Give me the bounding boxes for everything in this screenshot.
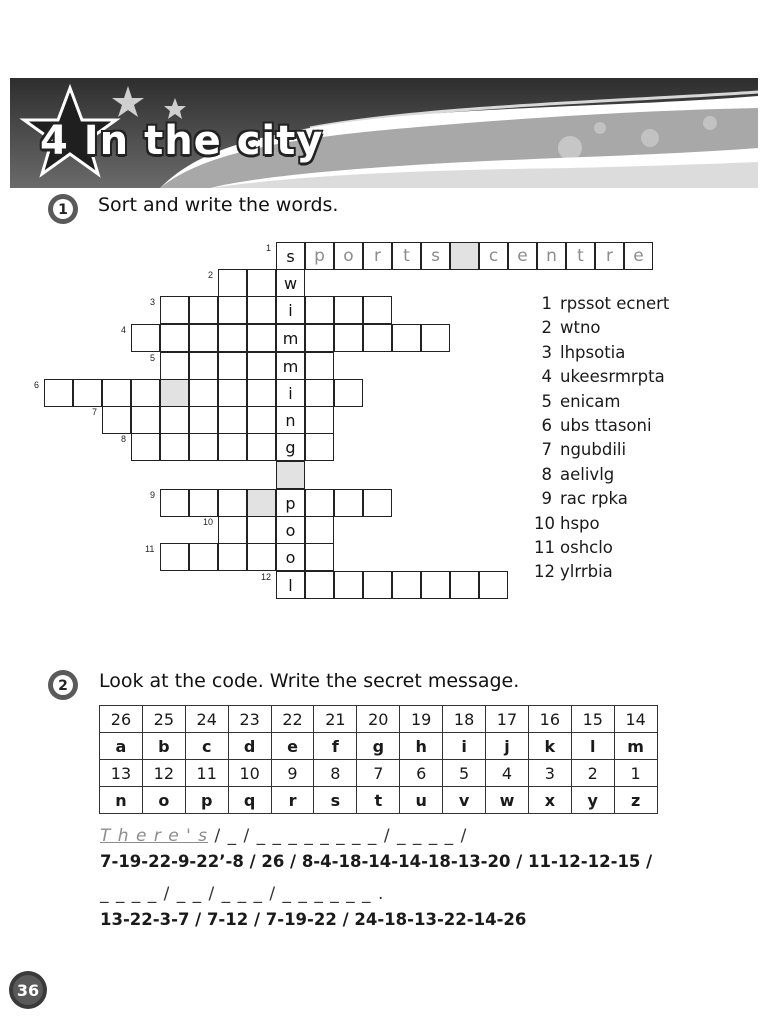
crossword-cell[interactable] [305,489,334,517]
clue-number: 8 [541,464,552,484]
crossword-cell[interactable] [218,324,247,352]
crossword-cell[interactable] [160,406,189,434]
crossword-cell[interactable] [305,352,334,380]
crossword-cell[interactable] [160,296,189,324]
crossword-key-cell[interactable]: n [276,406,305,434]
crossword-cell[interactable] [305,324,334,352]
code-letter-cell: j [486,733,529,760]
code-row-numbers-1 [100,706,658,733]
code-letter-cell: f [314,733,357,760]
clue-item [534,512,669,536]
crossword-cell[interactable] [218,433,247,461]
crossword-clue-number: 7 [92,407,98,417]
crossword-cell[interactable] [247,516,276,544]
crossword-cell[interactable] [363,489,392,517]
crossword-clue-number: 8 [121,434,127,444]
crossword-cell[interactable] [160,352,189,380]
page-number: 36 [16,981,40,1000]
clue-item [534,316,669,340]
code-letter-cell: g [357,733,400,760]
crossword-cell[interactable] [189,489,218,517]
clue-text: hspo [560,513,600,533]
code-letter-cell: e [271,733,314,760]
crossword-cell[interactable] [305,379,334,407]
crossword-cell[interactable] [305,571,334,599]
code-letter-cell: d [228,733,271,760]
crossword-cell[interactable] [305,406,334,434]
crossword-cell[interactable] [247,543,276,571]
clue-text: rac rpka [560,489,628,509]
crossword-key-cell[interactable]: o [276,543,305,571]
crossword-cell[interactable] [218,352,247,380]
crossword-clue-number: 5 [150,353,156,363]
code-number-cell: 6 [400,760,443,787]
crossword-cell[interactable] [247,433,276,461]
crossword-key-cell[interactable]: m [276,352,305,380]
code-number-cell: 10 [228,760,271,787]
clue-number: 10 [534,513,555,533]
crossword-cell[interactable] [218,543,247,571]
crossword-answer-cell[interactable]: r [595,242,624,270]
code-number-cell: 25 [142,706,185,733]
clue-item [534,341,669,365]
message-blanks-line-1[interactable] [100,826,467,846]
page-number-badge [8,970,48,1010]
crossword-clue-number: 2 [208,270,214,280]
crossword-cell[interactable] [247,489,276,517]
code-number-cell: 14 [614,706,657,733]
crossword-cell[interactable] [247,269,276,297]
exercise-2-number: 2 [58,678,68,694]
clue-text: lhpsotia [560,342,626,362]
crossword-cell[interactable] [73,379,102,407]
crossword-cell[interactable] [334,296,363,324]
crossword-answer-cell[interactable] [450,242,479,270]
crossword-key-cell[interactable]: i [276,296,305,324]
clue-text: wtno [560,318,601,338]
code-number-cell: 15 [571,706,614,733]
crossword-clue-number: 3 [150,297,156,307]
code-number-cell: 26 [100,706,143,733]
clue-number: 6 [541,415,552,435]
code-letter-cell: i [443,733,486,760]
crossword-clue-number: 10 [203,517,214,527]
code-letter-cell: k [528,733,571,760]
code-letter-cell: a [100,733,143,760]
clue-text: oshclo [560,537,613,557]
crossword-cell[interactable] [305,543,334,571]
crossword-cell[interactable] [334,489,363,517]
exercise-1-instruction: Sort and write the words. [98,194,339,216]
crossword-clue-number: 12 [261,572,272,582]
crossword-cell[interactable] [189,379,218,407]
code-number-cell: 2 [571,760,614,787]
crossword-clue-number: 1 [266,243,272,253]
crossword-cell[interactable] [334,379,363,407]
crossword-cell[interactable] [334,324,363,352]
clue-item [534,292,669,316]
clue-text: enicam [560,391,621,411]
crossword-answer-cell[interactable]: c [479,242,508,270]
code-number-cell: 21 [314,706,357,733]
clue-number: 7 [541,440,552,460]
crossword-cell[interactable] [247,352,276,380]
crossword-cell[interactable] [247,296,276,324]
clue-text: ngubdili [560,440,627,460]
exercise-1-number: 1 [58,202,68,218]
crossword-key-cell[interactable]: s [276,242,305,270]
clue-list [534,292,669,585]
crossword-key-cell[interactable]: l [276,571,305,599]
crossword-cell[interactable] [334,571,363,599]
code-number-cell: 24 [185,706,228,733]
clue-item [534,560,669,584]
clue-number: 4 [541,367,552,387]
clue-number: 11 [534,537,555,557]
code-letter-cell: n [100,787,143,814]
code-letter-cell: r [271,787,314,814]
clue-number: 5 [541,391,552,411]
code-letter-cell: b [142,733,185,760]
exercise-2-badge [46,668,80,702]
code-number-cell: 20 [357,706,400,733]
exercise-1-badge [46,192,80,226]
code-number-cell: 7 [357,760,400,787]
code-letter-cell: q [228,787,271,814]
crossword-cell[interactable] [247,324,276,352]
code-table [99,705,658,814]
message-example-answer: T h e r e ' s [100,826,209,846]
crossword-answer-cell[interactable]: t [566,242,595,270]
code-number-cell: 11 [185,760,228,787]
crossword-cell[interactable] [218,269,247,297]
code-letter-cell: x [528,787,571,814]
crossword-cell[interactable] [131,324,160,352]
crossword-cell[interactable] [247,379,276,407]
code-letter-cell: t [357,787,400,814]
crossword-answer-cell[interactable]: r [363,242,392,270]
code-row-letters-1 [100,733,658,760]
exercise-2-instruction: Look at the code. Write the secret message. [99,670,520,692]
crossword-cell[interactable] [218,406,247,434]
message-codes-line-2: 13-22-3-7 / 7-12 / 7-19-22 / 24-18-13-22-14-26 [100,910,527,929]
crossword-key-cell[interactable]: w [276,269,305,297]
crossword-cell[interactable] [189,543,218,571]
crossword-cell[interactable] [131,379,160,407]
code-number-cell: 8 [314,760,357,787]
clue-text: aelivlg [560,464,615,484]
clue-item [534,487,669,511]
code-number-cell: 4 [486,760,529,787]
code-row-letters-2 [100,787,658,814]
crossword-cell[interactable] [218,489,247,517]
crossword-cell[interactable] [160,379,189,407]
code-number-cell: 12 [142,760,185,787]
code-number-cell: 1 [614,760,657,787]
code-letter-cell: h [400,733,443,760]
crossword-cell[interactable] [363,296,392,324]
code-number-cell: 17 [486,706,529,733]
code-letter-cell: v [443,787,486,814]
crossword-cell[interactable] [102,406,131,434]
unit-title-text: In the city [83,118,324,164]
clue-item [534,536,669,560]
crossword-answer-cell[interactable]: e [508,242,537,270]
crossword-answer-cell[interactable]: e [624,242,653,270]
message-blanks-line-2[interactable]: _ _ _ _ / _ _ / _ _ _ / _ _ _ _ _ _ . [100,884,385,904]
code-row-numbers-2 [100,760,658,787]
clue-item [534,390,669,414]
crossword-cell[interactable] [160,489,189,517]
crossword-cell[interactable] [189,324,218,352]
code-letter-cell: c [185,733,228,760]
code-letter-cell: w [486,787,529,814]
code-letter-cell: u [400,787,443,814]
clue-text: ukeesrmrpta [560,367,665,387]
crossword-cell[interactable] [450,571,479,599]
crossword-cell[interactable] [189,433,218,461]
code-letter-cell: m [614,733,657,760]
crossword-cell[interactable] [421,324,450,352]
clue-item [534,365,669,389]
code-letter-cell: o [142,787,185,814]
crossword-clue-number: 6 [34,380,40,390]
clue-text: ylrrbia [560,562,613,582]
crossword-cell[interactable] [305,296,334,324]
crossword-cell[interactable] [247,406,276,434]
clue-text: ubs ttasoni [560,415,652,435]
crossword-cell[interactable] [218,379,247,407]
message-codes-line-1: 7-19-22-9-22’-8 / 26 / 8-4-18-14-14-18-13-20 / 11-12-12-15 / [100,852,653,871]
crossword-cell[interactable] [189,296,218,324]
code-number-cell: 23 [228,706,271,733]
crossword-cell[interactable] [131,433,160,461]
crossword-key-cell[interactable]: o [276,516,305,544]
crossword-cell[interactable] [189,406,218,434]
code-number-cell: 9 [271,760,314,787]
crossword-cell[interactable] [218,516,247,544]
unit-title [40,118,323,164]
crossword-answer-cell[interactable]: o [334,242,363,270]
crossword-cell[interactable] [392,571,421,599]
code-letter-cell: l [571,733,614,760]
crossword-answer-cell[interactable]: p [305,242,334,270]
clue-item [534,463,669,487]
crossword-cell[interactable] [102,379,131,407]
crossword-answer-cell[interactable]: t [392,242,421,270]
crossword-clue-number: 11 [145,544,155,554]
crossword-cell[interactable] [44,379,73,407]
crossword-cell[interactable] [363,571,392,599]
clue-number: 12 [534,562,555,582]
crossword-cell[interactable] [131,406,160,434]
crossword-cell[interactable] [305,516,334,544]
code-number-cell: 18 [443,706,486,733]
code-number-cell: 16 [528,706,571,733]
clue-number: 9 [541,489,552,509]
crossword-answer-cell[interactable]: n [537,242,566,270]
clue-number: 2 [541,318,552,338]
crossword-key-cell[interactable]: p [276,489,305,517]
code-letter-cell: p [185,787,228,814]
clue-text: rpssot ecnert [560,294,670,313]
code-number-cell: 13 [100,760,143,787]
code-letter-cell: s [314,787,357,814]
clue-item [534,438,669,462]
crossword-clue-number: 4 [121,325,127,335]
code-letter-cell: y [571,787,614,814]
crossword-cell[interactable] [160,324,189,352]
code-letter-cell: z [614,787,657,814]
code-number-cell: 3 [528,760,571,787]
code-number-cell: 19 [400,706,443,733]
crossword-cell[interactable] [421,571,450,599]
message-blanks-1: / _ / _ _ _ _ _ _ _ _ / _ _ _ _ / [214,826,468,846]
crossword-key-cell[interactable]: i [276,379,305,407]
unit-number: 4 [40,118,69,164]
crossword-answer-cell[interactable]: s [421,242,450,270]
crossword-cell[interactable] [363,324,392,352]
crossword-cell[interactable] [479,571,508,599]
crossword-clue-number: 9 [150,490,156,500]
code-number-cell: 22 [271,706,314,733]
crossword-cell[interactable] [160,433,189,461]
crossword-cell[interactable] [189,352,218,380]
crossword-cell[interactable] [392,324,421,352]
crossword-cell[interactable] [160,543,189,571]
code-number-cell: 5 [443,760,486,787]
crossword-cell[interactable] [305,433,334,461]
clue-item [534,414,669,438]
crossword-key-cell[interactable]: g [276,433,305,461]
clue-number: 3 [541,342,552,362]
crossword-cell[interactable] [276,461,305,489]
crossword-cell[interactable] [218,296,247,324]
crossword-key-cell[interactable]: m [276,324,305,352]
clue-number: 1 [541,294,552,313]
